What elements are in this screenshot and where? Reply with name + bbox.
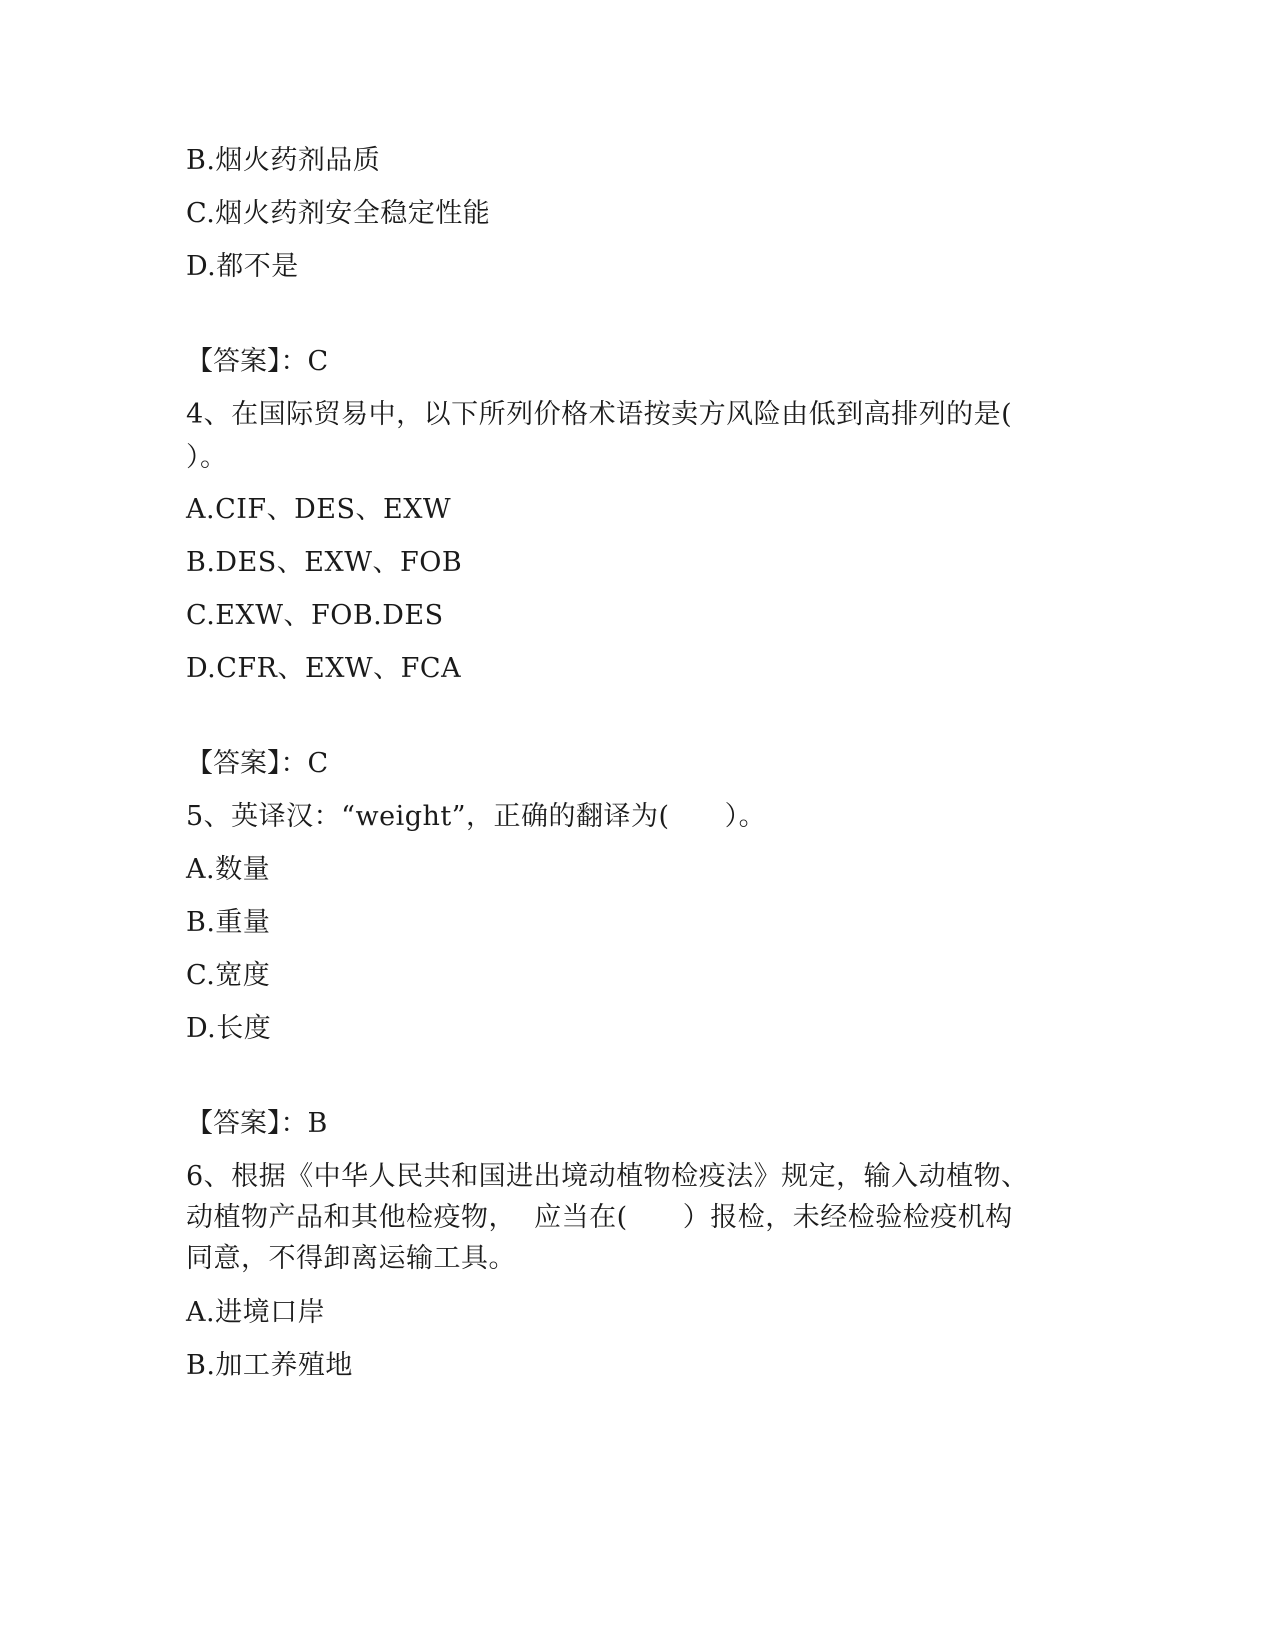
q5-option-a: A.数量 [186, 854, 271, 885]
q4-option-d: D.CFR、EXW、FCA [186, 653, 462, 684]
q5-option-d: D.长度 [186, 1013, 272, 1044]
q5-option-b: B.重量 [186, 907, 271, 938]
q6-stem-line1: 6、根据《中华人民共和国进出境动植物检疫法》规定，输入动植物、 [186, 1161, 1029, 1192]
q3-option-c: C.烟火药剂安全稳定性能 [186, 198, 491, 229]
q6-stem-line2: 动植物产品和其他检疫物， 应当在( ）报检，未经检验检疫机构 [186, 1202, 1013, 1233]
q6-option-a: A.进境口岸 [186, 1297, 326, 1328]
q4-option-b: B.DES、EXW、FOB [186, 547, 463, 578]
q4-answer: 【答案】：C [186, 748, 329, 779]
q4-stem-line2: ）。 [186, 442, 228, 473]
q6-stem-line3: 同意，不得卸离运输工具。 [186, 1243, 516, 1274]
q5-answer: 【答案】：B [186, 1108, 328, 1139]
q5-stem: 5、英译汉：“weight”，正确的翻译为( ）。 [186, 801, 767, 832]
q3-answer: 【答案】：C [186, 346, 329, 377]
q6-option-b: B.加工养殖地 [186, 1350, 353, 1381]
q3-option-b: B.烟火药剂品质 [186, 145, 381, 176]
q4-option-a: A.CIF、DES、EXW [186, 494, 452, 525]
q4-stem-line1: 4、在国际贸易中，以下所列价格术语按卖方风险由低到高排列的是( [186, 399, 1013, 430]
q4-option-c: C.EXW、FOB.DES [186, 600, 444, 631]
q3-option-d: D.都不是 [186, 251, 299, 282]
q5-option-c: C.宽度 [186, 960, 271, 991]
